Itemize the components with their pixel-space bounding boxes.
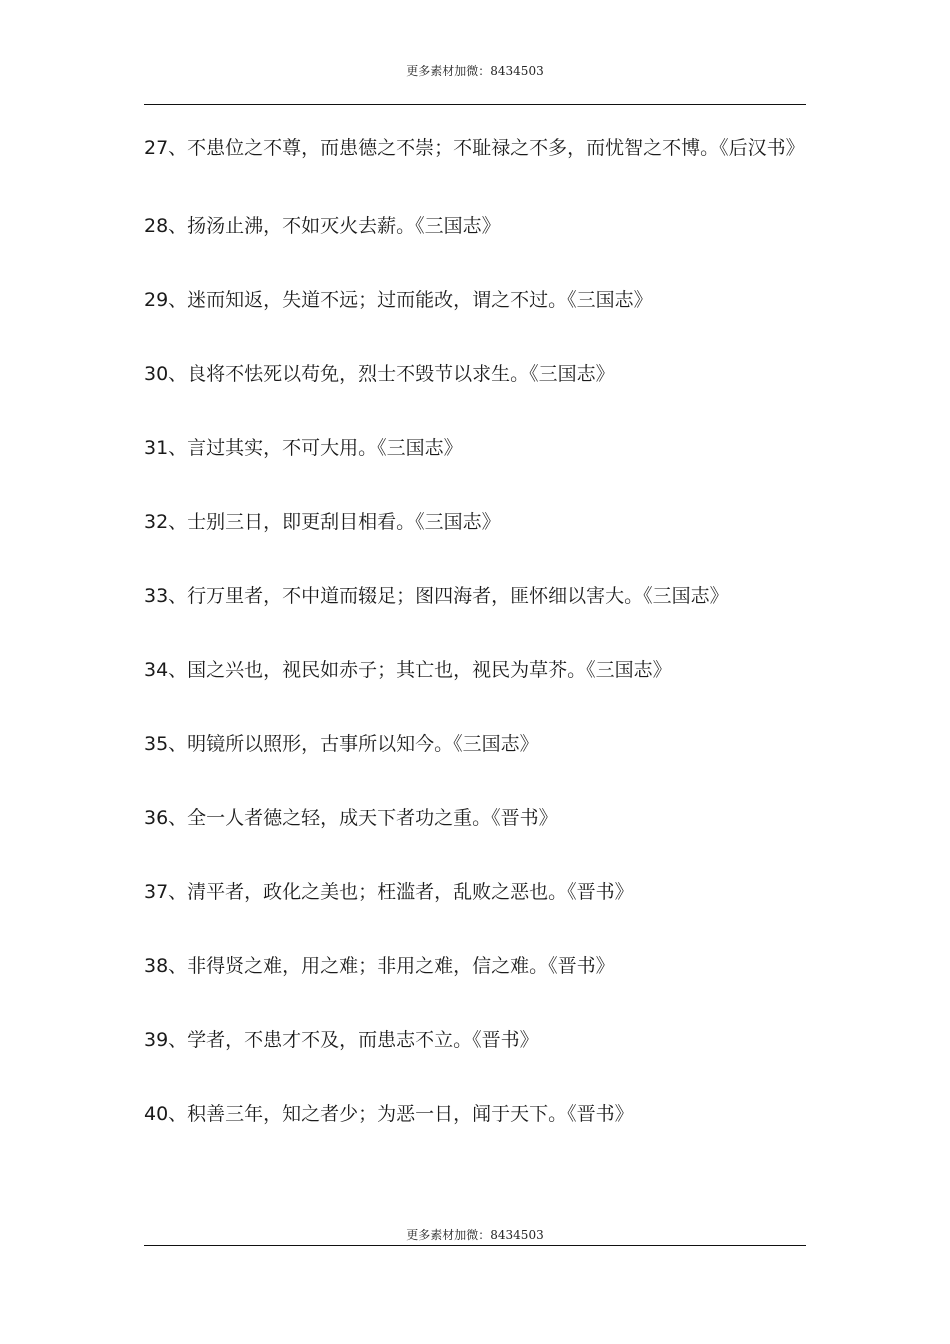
- quote-item: 27、不患位之不尊，而患德之不崇；不耻禄之不多，而忧智之不博。《后汉书》: [144, 137, 805, 159]
- quote-item: 32、士别三日，即更刮目相看。《三国志》: [144, 511, 501, 533]
- footer-divider: [144, 1245, 806, 1246]
- quote-item: 36、全一人者德之轻，成天下者功之重。《晋书》: [144, 807, 558, 829]
- quote-item: 29、迷而知返，失道不远；过而能改，谓之不过。《三国志》: [144, 289, 653, 311]
- quote-item: 31、言过其实，不可大用。《三国志》: [144, 437, 463, 459]
- header-divider: [144, 104, 806, 105]
- quote-item: 35、明镜所以照形，古事所以知今。《三国志》: [144, 733, 539, 755]
- quote-item: 40、积善三年，知之者少；为恶一日，闻于天下。《晋书》: [144, 1103, 634, 1125]
- quote-item: 37、清平者，政化之美也；枉滥者，乱败之恶也。《晋书》: [144, 881, 634, 903]
- quote-item: 30、良将不怯死以苟免，烈士不毁节以求生。《三国志》: [144, 363, 615, 385]
- quote-item: 33、行万里者，不中道而辍足；图四海者，匪怀细以害大。《三国志》: [144, 585, 729, 607]
- quote-item: 38、非得贤之难，用之难；非用之难，信之难。《晋书》: [144, 955, 615, 977]
- page-header: 更多素材加微：8434503: [406, 64, 544, 78]
- quote-item: 39、学者，不患才不及，而患志不立。《晋书》: [144, 1029, 539, 1051]
- quote-list: [144, 124, 806, 1164]
- quote-item: 28、扬汤止沸，不如灭火去薪。《三国志》: [144, 215, 501, 237]
- quote-item: 34、国之兴也，视民如赤子；其亡也，视民为草芥。《三国志》: [144, 659, 672, 681]
- page-footer: 更多素材加微：8434503: [406, 1228, 544, 1242]
